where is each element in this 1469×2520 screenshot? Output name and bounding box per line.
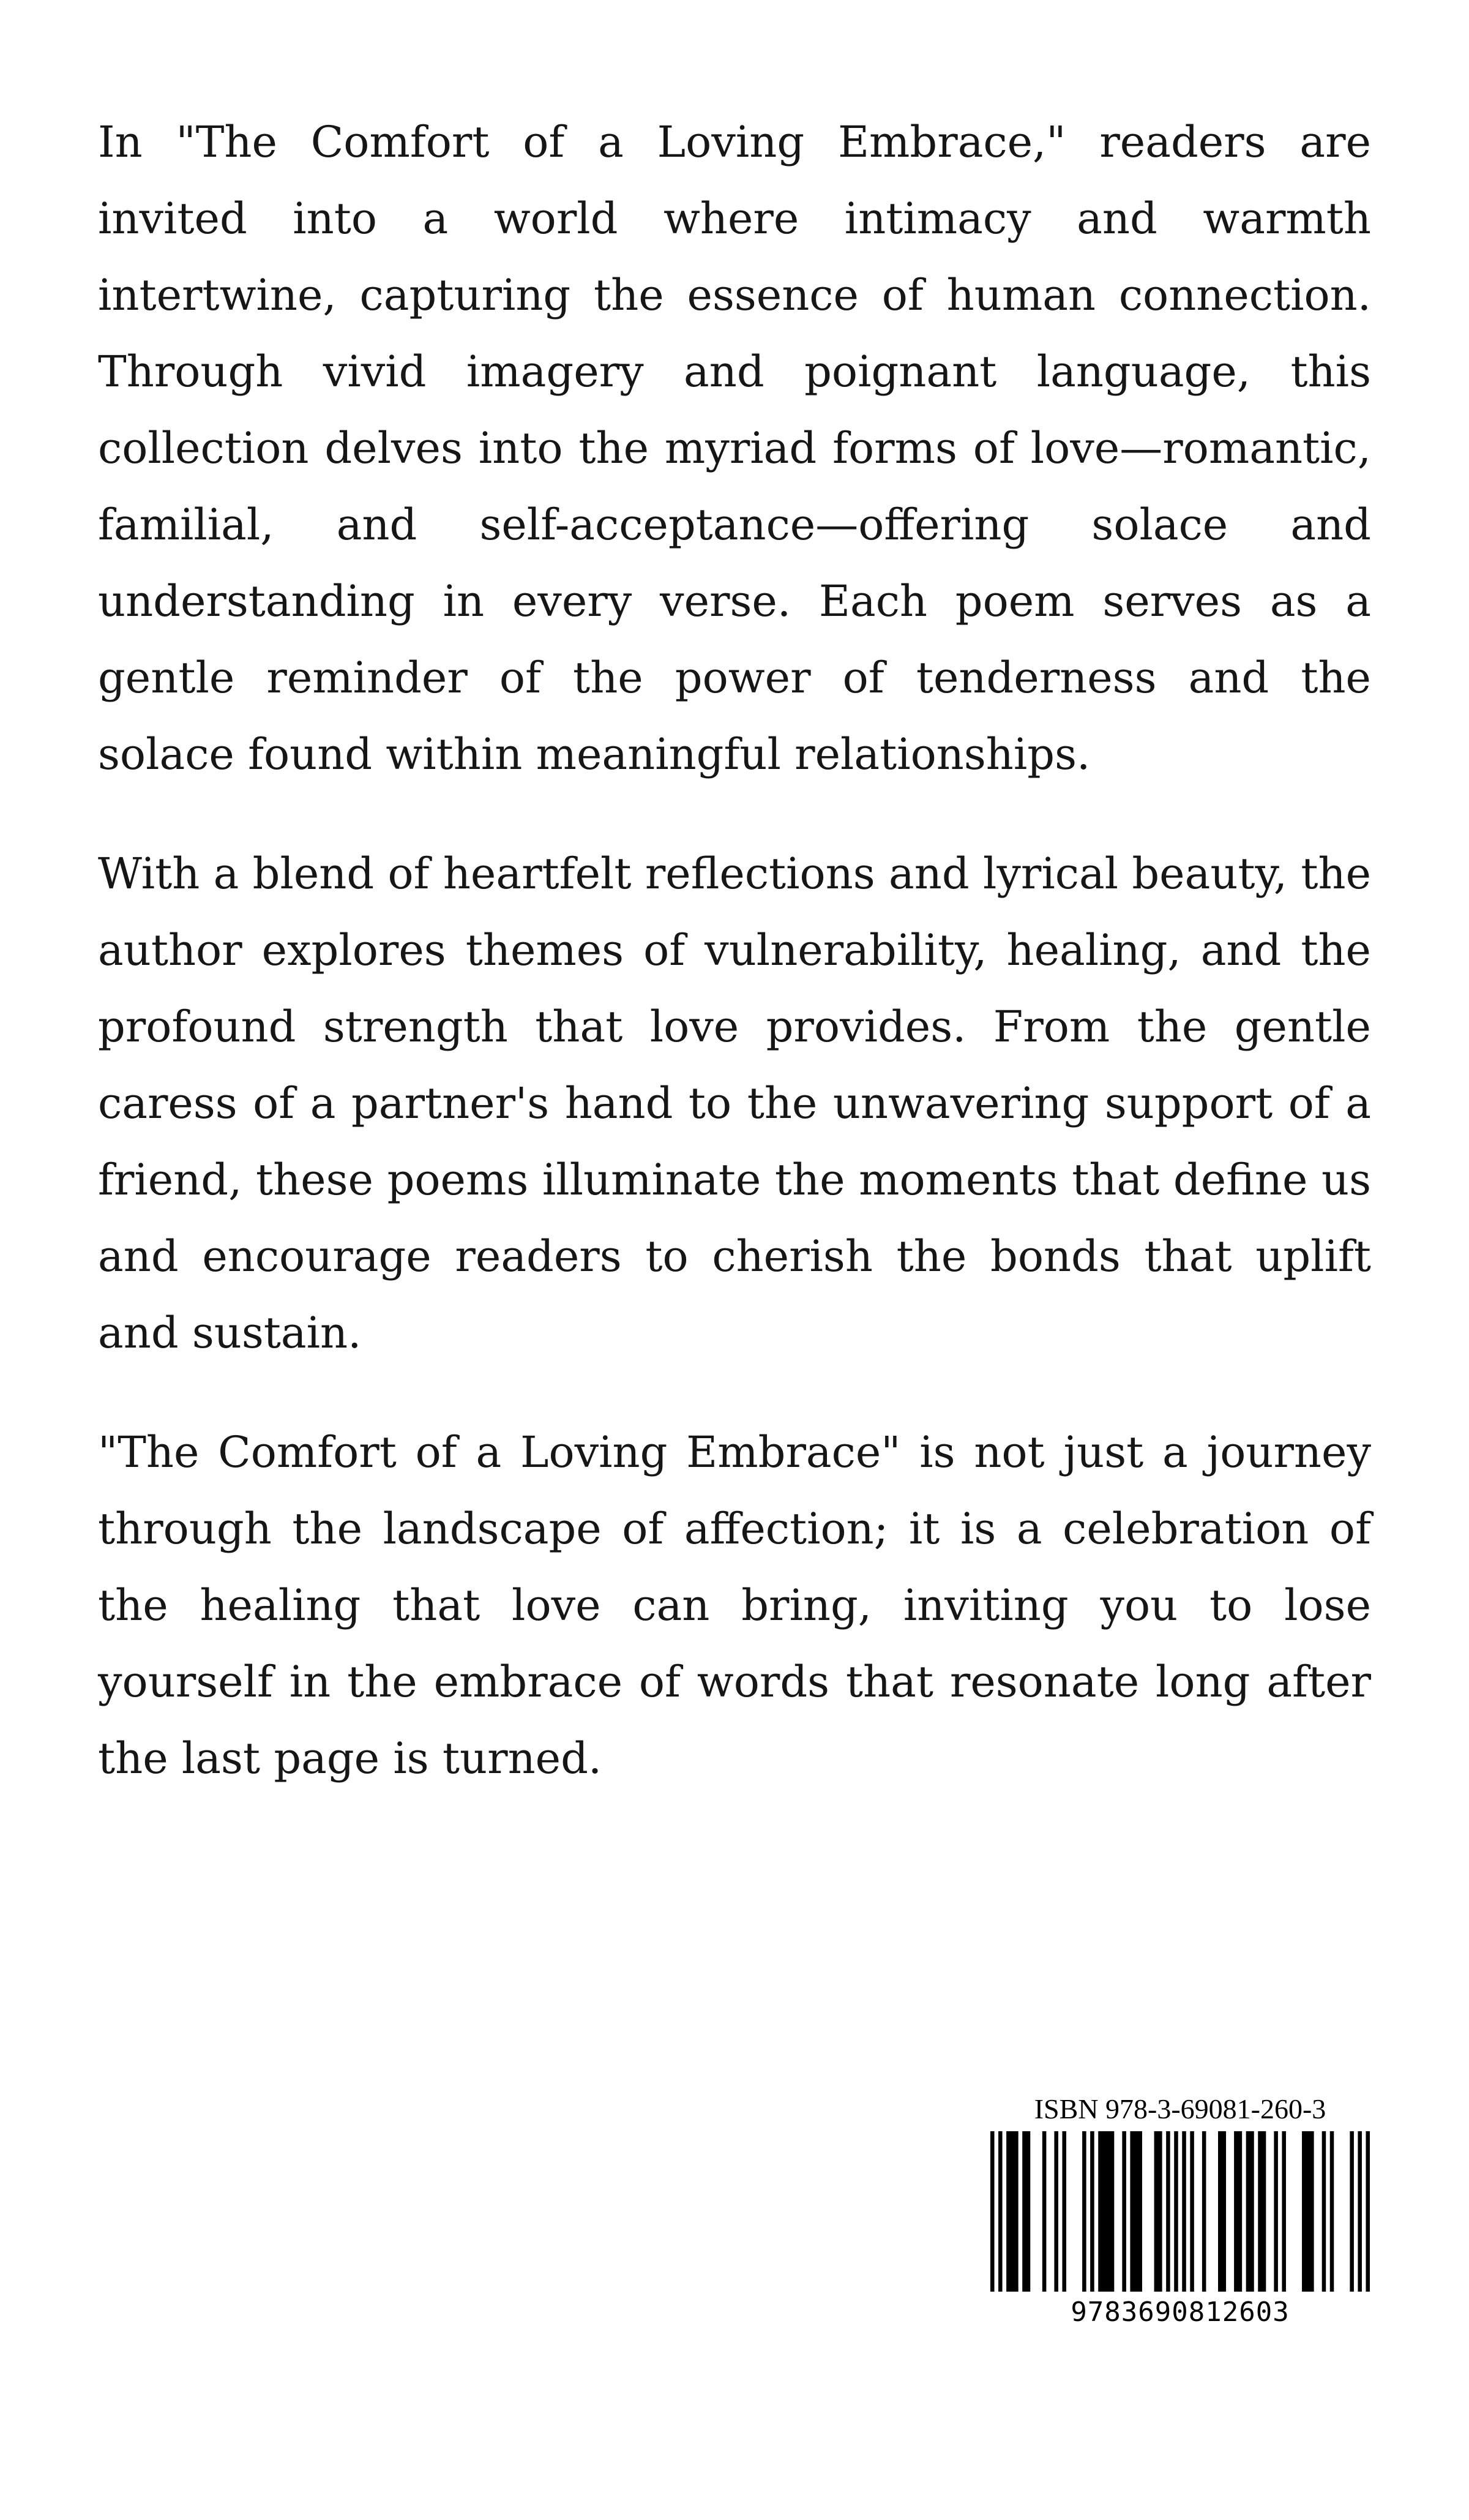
barcode-bar-21 <box>1258 2131 1266 2292</box>
barcode-bar-7 <box>1082 2131 1086 2292</box>
barcode-bar-18 <box>1218 2131 1226 2292</box>
barcode-bar-15 <box>1182 2131 1186 2292</box>
barcode-bar-5 <box>1054 2131 1058 2292</box>
barcode-bar-4 <box>1042 2131 1047 2292</box>
barcode-bar-1 <box>998 2131 1003 2292</box>
ean-number: 9783690812603 <box>1071 2297 1290 2328</box>
blurb-paragraph-1: In "The Comfort of a Loving Embrace," readers are invited into a world where intimacy and warmth intertwine, capturing the essence of human connection. Through vivid imagery and poignant language, this collection delves into the myriad forms of love—romantic, familial, and self-acceptance—offering solace and understanding in every verse. Each poem serves as a gentle reminder of the power of tenderness and the solace found within meaningful relationships. <box>98 117 1371 779</box>
barcode-bar-26 <box>1330 2131 1334 2292</box>
barcode-bar-14 <box>1174 2131 1178 2292</box>
barcode-bar-12 <box>1154 2131 1162 2292</box>
blurb-text <box>98 104 1371 1840</box>
blurb-paragraph-2: With a blend of heartfelt reflections and lyrical beauty, the author explores themes of vulnerability, healing, and the profound strength that love provides. From the gentle caress of a partner's hand to the unwavering support of a friend, these poems illuminate the moments that define us and encourage readers to cherish the bonds that uplift and sustain. <box>98 849 1371 1358</box>
barcode-bar-25 <box>1322 2131 1326 2292</box>
barcode-bar-27 <box>1350 2131 1354 2292</box>
barcode-bar-17 <box>1202 2131 1206 2292</box>
barcode-bar-2 <box>1006 2131 1019 2292</box>
barcode-bar-13 <box>1166 2131 1170 2292</box>
barcode-bar-28 <box>1358 2131 1362 2292</box>
barcode-bar-24 <box>1302 2131 1314 2292</box>
barcode-bar-8 <box>1090 2131 1094 2292</box>
barcode-bars <box>990 2131 1370 2292</box>
barcode-bar-16 <box>1190 2131 1194 2292</box>
barcode-bar-0 <box>990 2131 995 2292</box>
barcode-bar-11 <box>1130 2131 1142 2292</box>
barcode-bar-10 <box>1122 2131 1126 2292</box>
barcode-bar-6 <box>1062 2131 1066 2292</box>
isbn-label: ISBN 978-3-69081-260-3 <box>1034 2093 1326 2124</box>
barcode-bar-19 <box>1234 2131 1242 2292</box>
barcode-bar-9 <box>1098 2131 1114 2292</box>
barcode-bar-23 <box>1282 2131 1286 2292</box>
isbn-barcode <box>990 2091 1370 2328</box>
barcode-bar-22 <box>1274 2131 1278 2292</box>
barcode-bar-29 <box>1366 2131 1370 2292</box>
barcode-bar-20 <box>1246 2131 1254 2292</box>
barcode-bar-3 <box>1022 2131 1030 2292</box>
blurb-paragraph-3: "The Comfort of a Loving Embrace" is not just a journey through the landscape of affection; it is a celebration of the healing that love can bring, inviting you to lose yourself in the embrace of words that resonate long after the last page is turned. <box>98 1427 1371 1783</box>
